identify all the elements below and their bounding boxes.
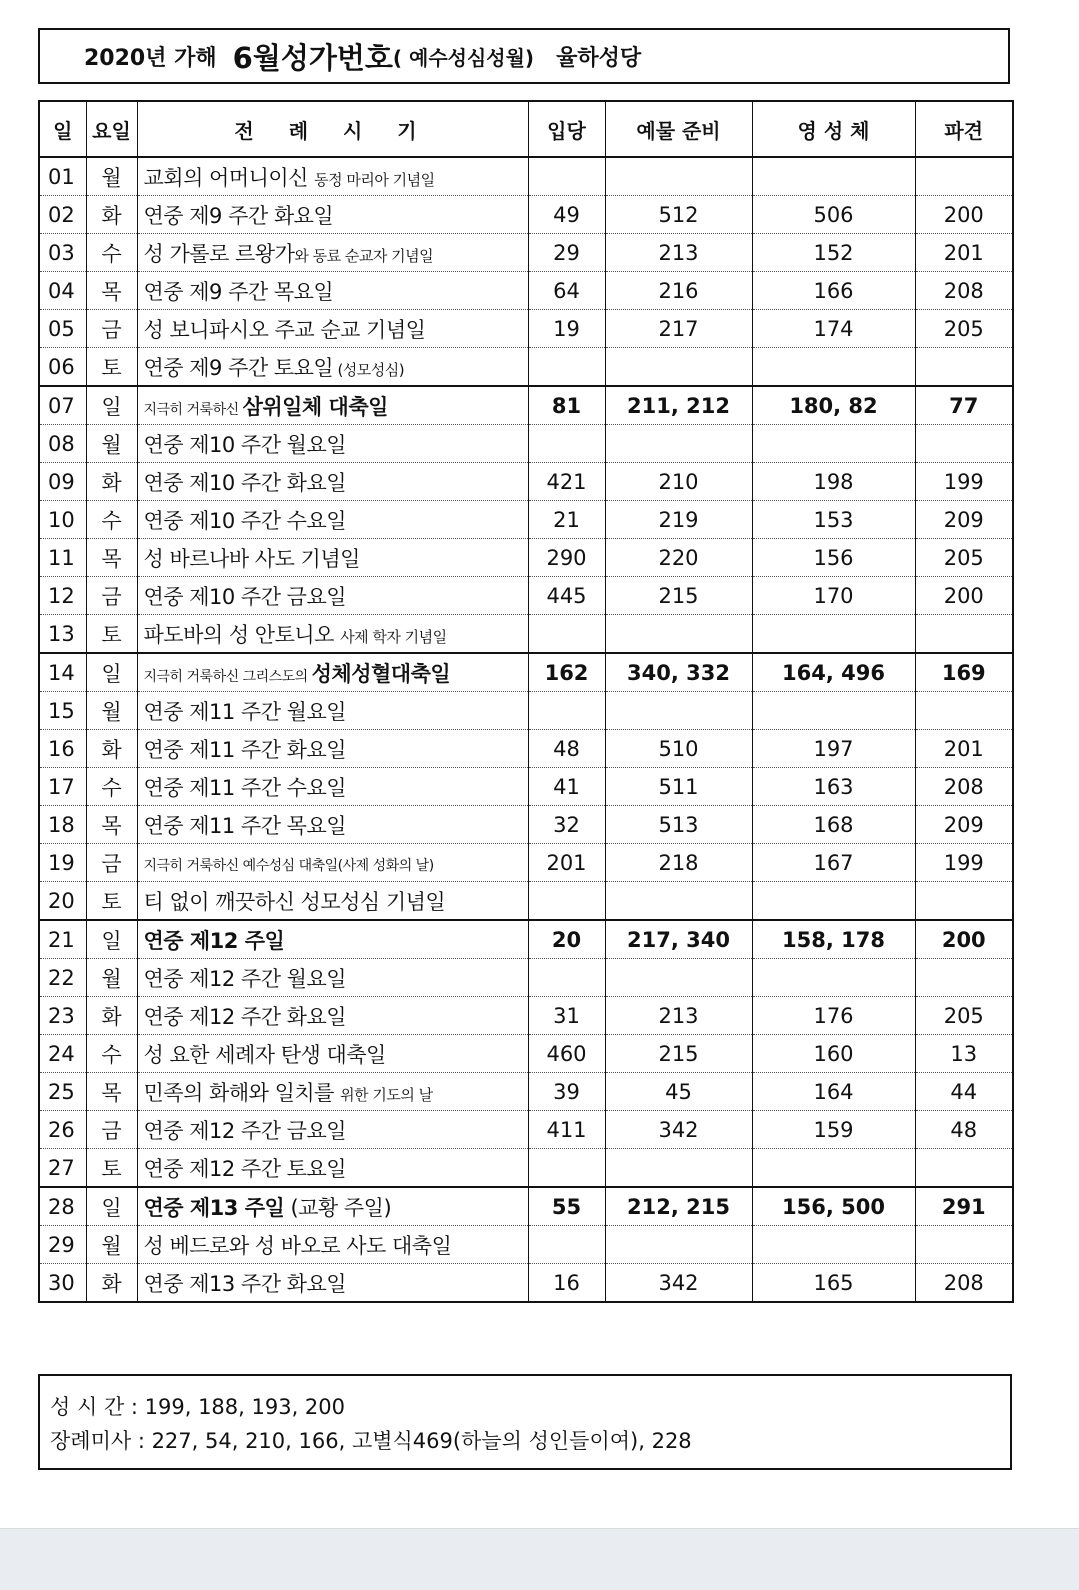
cell-communion: 164, 496 xyxy=(752,653,915,692)
cell-offertory: 340, 332 xyxy=(605,653,752,692)
cell-entrance xyxy=(528,882,605,921)
liturgy-name: 연중 제9 주간 화요일 xyxy=(143,203,334,228)
footer-notes xyxy=(38,1374,1012,1470)
cell-dismissal xyxy=(915,615,1013,654)
cell-entrance: 16 xyxy=(528,1264,605,1303)
liturgy-name: 성 베드로와 성 바오로 사도 대축일 xyxy=(143,1233,452,1258)
cell-communion: 170 xyxy=(752,577,915,615)
cell-offertory: 220 xyxy=(605,539,752,577)
cell-dow: 토 xyxy=(86,348,137,387)
cell-communion xyxy=(752,425,915,463)
cell-dismissal: 200 xyxy=(915,196,1013,234)
cell-dismissal: 44 xyxy=(915,1073,1013,1111)
liturgy-prefix: 지극히 거룩하신 그리스도의 xyxy=(143,668,312,685)
page-title xyxy=(38,28,1010,84)
table-row xyxy=(39,310,1013,348)
cell-offertory xyxy=(605,959,752,997)
cell-dismissal: 199 xyxy=(915,844,1013,882)
cell-dismissal: 208 xyxy=(915,768,1013,806)
cell-dismissal xyxy=(915,1226,1013,1264)
cell-entrance: 55 xyxy=(528,1187,605,1226)
liturgy-name: 연중 제11 주간 목요일 xyxy=(143,813,347,838)
title-main: 6월성가번호 xyxy=(232,40,393,75)
liturgy-name: 성 요한 세례자 탄생 대축일 xyxy=(143,1042,386,1067)
cell-dow: 월 xyxy=(86,959,137,997)
cell-day: 11 xyxy=(39,539,86,577)
cell-day: 20 xyxy=(39,882,86,921)
cell-day: 22 xyxy=(39,959,86,997)
cell-communion: 158, 178 xyxy=(752,920,915,959)
cell-day: 18 xyxy=(39,806,86,844)
table-row xyxy=(39,1149,1013,1188)
cell-dismissal: 208 xyxy=(915,272,1013,310)
table-row xyxy=(39,1111,1013,1149)
cell-offertory: 218 xyxy=(605,844,752,882)
cell-communion xyxy=(752,1149,915,1188)
cell-liturgy xyxy=(137,272,528,310)
cell-dow: 화 xyxy=(86,730,137,768)
cell-dow: 월 xyxy=(86,692,137,730)
cell-liturgy xyxy=(137,1073,528,1111)
cell-liturgy xyxy=(137,653,528,692)
table-row xyxy=(39,959,1013,997)
cell-liturgy xyxy=(137,806,528,844)
liturgy-name: 연중 제12 주간 토요일 xyxy=(143,1156,347,1181)
cell-entrance: 421 xyxy=(528,463,605,501)
cell-entrance: 31 xyxy=(528,997,605,1035)
cell-offertory xyxy=(605,692,752,730)
header-day: 일 xyxy=(39,101,86,157)
cell-dow: 일 xyxy=(86,653,137,692)
cell-communion: 164 xyxy=(752,1073,915,1111)
cell-communion: 197 xyxy=(752,730,915,768)
cell-liturgy xyxy=(137,882,528,921)
table-row xyxy=(39,882,1013,921)
cell-communion: 176 xyxy=(752,997,915,1035)
liturgy-note: 동정 마리아 기념일 xyxy=(314,170,435,189)
cell-communion xyxy=(752,348,915,387)
cell-dismissal: 209 xyxy=(915,501,1013,539)
footer-holy-hour: 성 시 간 : 199, 188, 193, 200 xyxy=(50,1395,346,1419)
cell-day: 21 xyxy=(39,920,86,959)
cell-entrance: 162 xyxy=(528,653,605,692)
cell-entrance: 64 xyxy=(528,272,605,310)
cell-entrance: 32 xyxy=(528,806,605,844)
cell-dismissal: 291 xyxy=(915,1187,1013,1226)
header-dismissal: 파견 xyxy=(915,101,1013,157)
cell-offertory: 342 xyxy=(605,1264,752,1303)
cell-communion: 174 xyxy=(752,310,915,348)
cell-dow: 월 xyxy=(86,425,137,463)
cell-liturgy xyxy=(137,997,528,1035)
table-row xyxy=(39,1264,1013,1303)
cell-day: 01 xyxy=(39,157,86,196)
cell-entrance: 290 xyxy=(528,539,605,577)
liturgy-prefix: 지극히 거룩하신 xyxy=(143,401,243,418)
cell-entrance: 48 xyxy=(528,730,605,768)
cell-dismissal: 77 xyxy=(915,386,1013,425)
cell-dow: 금 xyxy=(86,1111,137,1149)
title-sub: ( 예수성심성월) xyxy=(392,45,535,70)
cell-communion: 156 xyxy=(752,539,915,577)
cell-liturgy xyxy=(137,501,528,539)
cell-dow: 수 xyxy=(86,768,137,806)
header-entrance: 입당 xyxy=(528,101,605,157)
cell-day: 08 xyxy=(39,425,86,463)
cell-liturgy xyxy=(137,386,528,425)
cell-offertory xyxy=(605,157,752,196)
cell-entrance xyxy=(528,1149,605,1188)
liturgy-name: 연중 제12 주간 금요일 xyxy=(143,1118,347,1143)
cell-dow: 토 xyxy=(86,882,137,921)
cell-dismissal xyxy=(915,425,1013,463)
liturgy-name: 연중 제9 주간 목요일 xyxy=(143,279,334,304)
table-row xyxy=(39,1187,1013,1226)
cell-communion: 159 xyxy=(752,1111,915,1149)
cell-day: 14 xyxy=(39,653,86,692)
cell-communion xyxy=(752,615,915,654)
cell-offertory xyxy=(605,1149,752,1188)
table-row xyxy=(39,692,1013,730)
table-row xyxy=(39,463,1013,501)
cell-offertory: 219 xyxy=(605,501,752,539)
header-communion: 영 성 체 xyxy=(752,101,915,157)
liturgy-name: 파도바의 성 안토니오 xyxy=(143,622,341,647)
cell-liturgy xyxy=(137,1035,528,1073)
table-row xyxy=(39,1073,1013,1111)
cell-offertory xyxy=(605,615,752,654)
cell-entrance: 411 xyxy=(528,1111,605,1149)
cell-day: 12 xyxy=(39,577,86,615)
cell-dismissal xyxy=(915,959,1013,997)
cell-communion: 198 xyxy=(752,463,915,501)
cell-communion: 153 xyxy=(752,501,915,539)
cell-day: 15 xyxy=(39,692,86,730)
cell-entrance xyxy=(528,692,605,730)
header-offertory: 예물 준비 xyxy=(605,101,752,157)
cell-dow: 목 xyxy=(86,806,137,844)
cell-communion: 160 xyxy=(752,1035,915,1073)
cell-dow: 화 xyxy=(86,196,137,234)
cell-day: 09 xyxy=(39,463,86,501)
cell-offertory xyxy=(605,425,752,463)
table-row xyxy=(39,348,1013,387)
cell-liturgy xyxy=(137,1111,528,1149)
cell-entrance: 201 xyxy=(528,844,605,882)
cell-dismissal: 13 xyxy=(915,1035,1013,1073)
cell-day: 17 xyxy=(39,768,86,806)
cell-entrance: 81 xyxy=(528,386,605,425)
cell-liturgy xyxy=(137,768,528,806)
cell-dismissal: 199 xyxy=(915,463,1013,501)
table-row xyxy=(39,1226,1013,1264)
cell-day: 05 xyxy=(39,310,86,348)
cell-entrance: 460 xyxy=(528,1035,605,1073)
liturgy-name: 성 보니파시오 주교 순교 기념일 xyxy=(143,317,426,342)
cell-dismissal: 201 xyxy=(915,234,1013,272)
cell-dismissal: 208 xyxy=(915,1264,1013,1303)
cell-dismissal xyxy=(915,692,1013,730)
cell-communion xyxy=(752,959,915,997)
cell-entrance: 29 xyxy=(528,234,605,272)
cell-dow: 화 xyxy=(86,463,137,501)
cell-entrance: 445 xyxy=(528,577,605,615)
cell-dow: 일 xyxy=(86,1187,137,1226)
cell-offertory: 212, 215 xyxy=(605,1187,752,1226)
liturgy-note: 위한 기도의 날 xyxy=(340,1085,433,1104)
cell-day: 02 xyxy=(39,196,86,234)
cell-offertory xyxy=(605,882,752,921)
cell-liturgy xyxy=(137,234,528,272)
liturgy-name: 연중 제11 주간 월요일 xyxy=(143,699,347,724)
table-row xyxy=(39,730,1013,768)
cell-entrance: 41 xyxy=(528,768,605,806)
liturgy-name: 연중 제10 주간 월요일 xyxy=(143,432,347,457)
cell-offertory: 45 xyxy=(605,1073,752,1111)
cell-liturgy xyxy=(137,348,528,387)
cell-day: 10 xyxy=(39,501,86,539)
cell-day: 24 xyxy=(39,1035,86,1073)
cell-liturgy xyxy=(137,196,528,234)
cell-dow: 토 xyxy=(86,1149,137,1188)
cell-offertory: 210 xyxy=(605,463,752,501)
liturgy-name: 연중 제12 주간 화요일 xyxy=(143,1004,347,1029)
cell-day: 07 xyxy=(39,386,86,425)
cell-communion: 168 xyxy=(752,806,915,844)
cell-liturgy xyxy=(137,730,528,768)
liturgy-suffix: (교황 주일) xyxy=(284,1195,392,1220)
cell-communion xyxy=(752,692,915,730)
table-row xyxy=(39,997,1013,1035)
cell-communion xyxy=(752,157,915,196)
liturgy-note: 와 동료 순교자 기념일 xyxy=(294,246,434,265)
liturgy-name: 연중 제9 주간 토요일 xyxy=(143,355,334,380)
liturgy-name: 교회의 어머니이신 xyxy=(143,165,315,190)
table-row xyxy=(39,920,1013,959)
cell-liturgy xyxy=(137,844,528,882)
cell-entrance xyxy=(528,348,605,387)
table-row xyxy=(39,157,1013,196)
cell-liturgy xyxy=(137,1226,528,1264)
table-row xyxy=(39,539,1013,577)
liturgy-name: 성체성혈대축일 xyxy=(311,661,451,686)
cell-offertory: 510 xyxy=(605,730,752,768)
cell-liturgy xyxy=(137,1149,528,1188)
liturgy-note: 사제 학자 기념일 xyxy=(340,627,447,646)
liturgy-name: 연중 제11 주간 수요일 xyxy=(143,775,347,800)
table-header-row xyxy=(39,101,1013,157)
cell-offertory xyxy=(605,348,752,387)
table-row xyxy=(39,234,1013,272)
header-dow: 요일 xyxy=(86,101,137,157)
table-row xyxy=(39,272,1013,310)
cell-dismissal: 48 xyxy=(915,1111,1013,1149)
cell-dow: 화 xyxy=(86,997,137,1035)
cell-day: 30 xyxy=(39,1264,86,1303)
liturgy-name: 삼위일체 대축일 xyxy=(242,394,388,419)
liturgy-name: 성 가롤로 르왕가 xyxy=(143,241,295,266)
cell-entrance xyxy=(528,1226,605,1264)
cell-offertory: 513 xyxy=(605,806,752,844)
cell-offertory: 215 xyxy=(605,1035,752,1073)
schedule-body xyxy=(39,157,1013,1302)
cell-offertory: 217 xyxy=(605,310,752,348)
schedule-table xyxy=(38,100,1014,1303)
cell-day: 25 xyxy=(39,1073,86,1111)
cell-dow: 일 xyxy=(86,386,137,425)
cell-communion: 167 xyxy=(752,844,915,882)
liturgy-name: 연중 제10 주간 화요일 xyxy=(143,470,347,495)
cell-liturgy xyxy=(137,577,528,615)
cell-dow: 목 xyxy=(86,539,137,577)
table-row xyxy=(39,425,1013,463)
cell-day: 03 xyxy=(39,234,86,272)
cell-entrance: 49 xyxy=(528,196,605,234)
liturgy-name: 연중 제12 주일 xyxy=(143,928,285,953)
cell-communion: 163 xyxy=(752,768,915,806)
cell-offertory: 211, 212 xyxy=(605,386,752,425)
cell-liturgy xyxy=(137,1187,528,1226)
cell-liturgy xyxy=(137,615,528,654)
liturgy-name: 연중 제13 주간 화요일 xyxy=(143,1271,347,1296)
cell-dismissal: 200 xyxy=(915,920,1013,959)
table-row xyxy=(39,196,1013,234)
table-row xyxy=(39,1035,1013,1073)
cell-dismissal xyxy=(915,157,1013,196)
cell-liturgy xyxy=(137,310,528,348)
cell-dismissal: 205 xyxy=(915,310,1013,348)
cell-offertory: 512 xyxy=(605,196,752,234)
cell-day: 26 xyxy=(39,1111,86,1149)
liturgy-name: 연중 제10 주간 수요일 xyxy=(143,508,347,533)
bottom-bar xyxy=(0,1528,1079,1590)
cell-liturgy xyxy=(137,425,528,463)
cell-day: 16 xyxy=(39,730,86,768)
header-liturgy: 전 례 시 기 xyxy=(137,101,528,157)
title-parish: 율하성당 xyxy=(556,45,642,71)
liturgy-name: 연중 제10 주간 금요일 xyxy=(143,584,347,609)
cell-dow: 수 xyxy=(86,501,137,539)
cell-communion xyxy=(752,882,915,921)
liturgy-name: 성 바르나바 사도 기념일 xyxy=(143,546,360,571)
footer-funeral-mass: 장례미사 : 227, 54, 210, 166, 고별식469(하늘의 성인들이여), 228 xyxy=(50,1429,692,1453)
cell-offertory xyxy=(605,1226,752,1264)
cell-entrance: 39 xyxy=(528,1073,605,1111)
cell-entrance xyxy=(528,959,605,997)
cell-dismissal xyxy=(915,348,1013,387)
cell-offertory: 213 xyxy=(605,997,752,1035)
cell-day: 29 xyxy=(39,1226,86,1264)
table-row xyxy=(39,577,1013,615)
liturgy-note: (성모성심) xyxy=(333,360,405,379)
cell-communion: 165 xyxy=(752,1264,915,1303)
cell-communion xyxy=(752,1226,915,1264)
cell-dow: 목 xyxy=(86,272,137,310)
cell-dismissal: 200 xyxy=(915,577,1013,615)
cell-communion: 152 xyxy=(752,234,915,272)
cell-day: 23 xyxy=(39,997,86,1035)
cell-communion: 156, 500 xyxy=(752,1187,915,1226)
cell-dismissal: 169 xyxy=(915,653,1013,692)
table-row xyxy=(39,615,1013,654)
table-row xyxy=(39,844,1013,882)
cell-dow: 금 xyxy=(86,577,137,615)
cell-dow: 목 xyxy=(86,1073,137,1111)
cell-dismissal: 205 xyxy=(915,997,1013,1035)
cell-liturgy xyxy=(137,157,528,196)
cell-entrance: 21 xyxy=(528,501,605,539)
liturgy-name: 연중 제11 주간 화요일 xyxy=(143,737,347,762)
cell-offertory: 216 xyxy=(605,272,752,310)
cell-dow: 수 xyxy=(86,1035,137,1073)
cell-communion: 506 xyxy=(752,196,915,234)
cell-dow: 월 xyxy=(86,1226,137,1264)
table-row xyxy=(39,768,1013,806)
liturgy-name: 연중 제12 주간 월요일 xyxy=(143,966,347,991)
cell-communion: 166 xyxy=(752,272,915,310)
cell-communion: 180, 82 xyxy=(752,386,915,425)
cell-dismissal: 201 xyxy=(915,730,1013,768)
cell-offertory: 213 xyxy=(605,234,752,272)
cell-day: 28 xyxy=(39,1187,86,1226)
cell-entrance xyxy=(528,425,605,463)
cell-dow: 월 xyxy=(86,157,137,196)
cell-liturgy xyxy=(137,920,528,959)
cell-day: 13 xyxy=(39,615,86,654)
cell-dow: 일 xyxy=(86,920,137,959)
cell-dow: 금 xyxy=(86,844,137,882)
cell-offertory: 342 xyxy=(605,1111,752,1149)
table-row xyxy=(39,653,1013,692)
cell-dismissal: 209 xyxy=(915,806,1013,844)
cell-entrance: 19 xyxy=(528,310,605,348)
cell-dow: 금 xyxy=(86,310,137,348)
title-year: 2020년 가해 xyxy=(84,45,217,71)
cell-offertory: 511 xyxy=(605,768,752,806)
cell-offertory: 215 xyxy=(605,577,752,615)
cell-liturgy xyxy=(137,463,528,501)
liturgy-name: 티 없이 깨끗하신 성모성심 기념일 xyxy=(143,889,446,914)
cell-dismissal: 205 xyxy=(915,539,1013,577)
cell-entrance xyxy=(528,157,605,196)
cell-day: 27 xyxy=(39,1149,86,1188)
cell-offertory: 217, 340 xyxy=(605,920,752,959)
cell-dow: 토 xyxy=(86,615,137,654)
cell-dismissal xyxy=(915,882,1013,921)
table-row xyxy=(39,806,1013,844)
cell-liturgy xyxy=(137,692,528,730)
cell-day: 06 xyxy=(39,348,86,387)
cell-day: 04 xyxy=(39,272,86,310)
cell-day: 19 xyxy=(39,844,86,882)
cell-entrance: 20 xyxy=(528,920,605,959)
table-row xyxy=(39,386,1013,425)
cell-dismissal xyxy=(915,1149,1013,1188)
cell-dow: 수 xyxy=(86,234,137,272)
table-row xyxy=(39,501,1013,539)
cell-liturgy xyxy=(137,959,528,997)
liturgy-note: 지극히 거룩하신 예수성심 대축일(사제 성화의 날) xyxy=(143,857,434,874)
liturgy-name: 민족의 화해와 일치를 xyxy=(143,1080,341,1105)
cell-liturgy xyxy=(137,539,528,577)
liturgy-name: 연중 제13 주일 xyxy=(143,1195,285,1220)
cell-liturgy xyxy=(137,1264,528,1303)
cell-dow: 화 xyxy=(86,1264,137,1303)
cell-entrance xyxy=(528,615,605,654)
